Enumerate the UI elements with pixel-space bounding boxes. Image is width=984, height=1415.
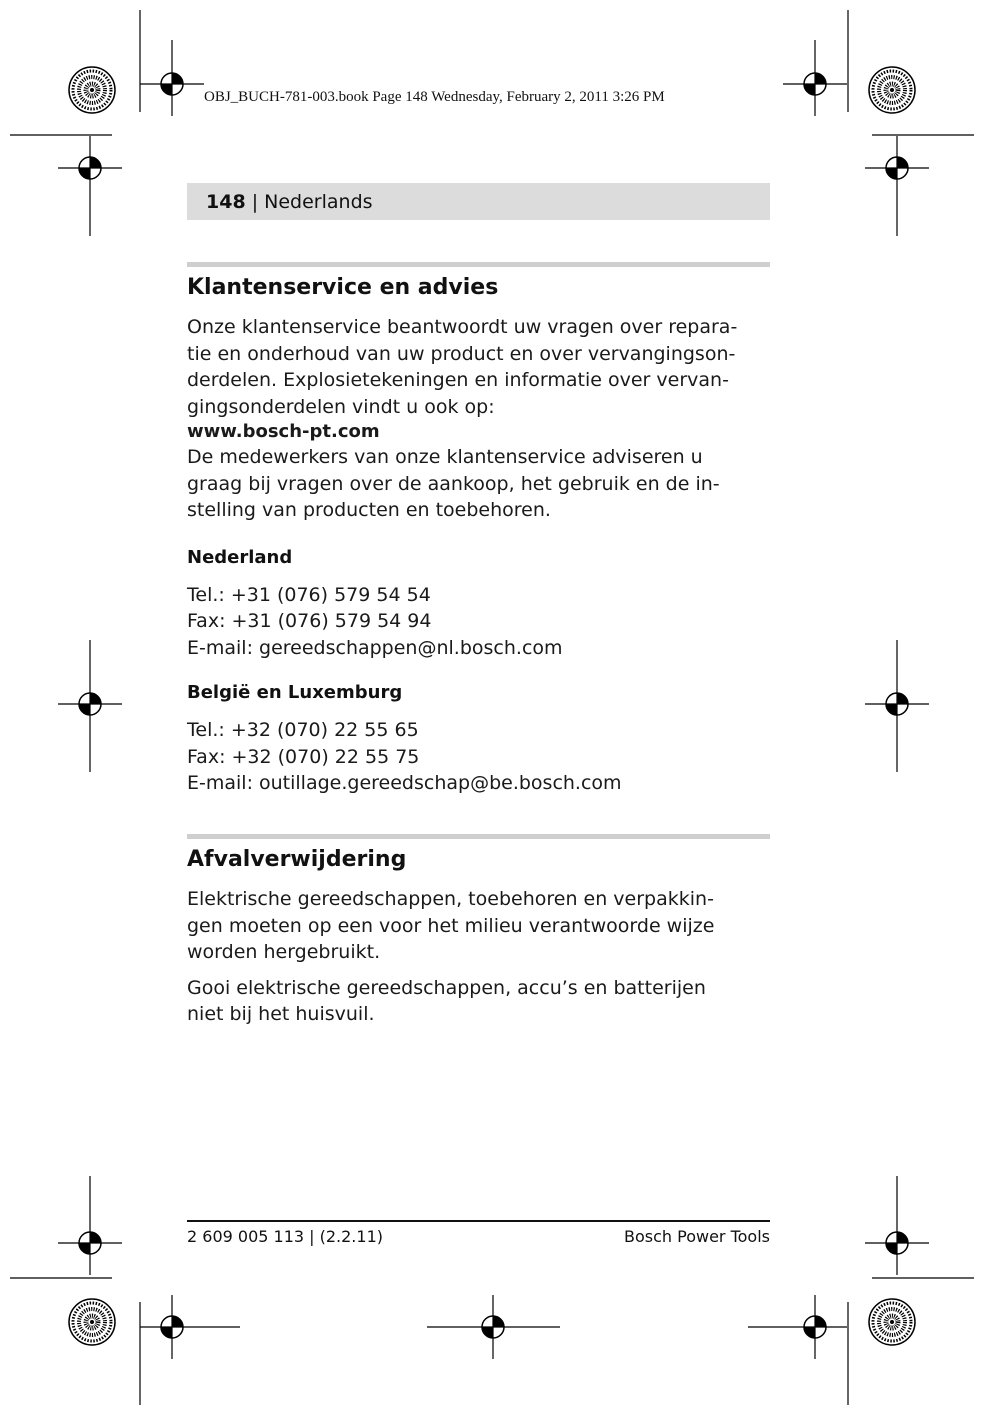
phone-nl: Tel.: +31 (076) 579 54 54 [187,583,431,606]
country-heading-nl: Nederland [187,546,293,568]
header-language: Nederlands [264,191,373,213]
disposal-paragraph [187,886,770,966]
disposal-note [187,975,770,1028]
section-title: Afvalverwijdering [187,847,407,872]
section-title: Klantenservice en advies [187,275,499,300]
page-header [187,183,770,220]
text-line: Onze klantenservice beantwoordt uw vragen over repara- [187,316,738,338]
country-heading-be: België en Luxemburg [187,682,403,703]
contact-block-nl [187,582,770,662]
section-rule [187,262,770,267]
section-customer-service [187,262,770,797]
text-line: stelling van producten en toebehoren. [187,499,551,521]
advice-paragraph [187,444,770,524]
section-rule [187,834,770,839]
text-line: worden hergebruikt. [187,941,381,963]
text-line: niet bij het huisvuil. [187,1003,375,1025]
page-number: 148 [206,191,246,213]
print-slug: OBJ_BUCH-781-003.book Page 148 Wednesday, February 2, 2011 3:26 PM [204,89,665,105]
intro-paragraph [187,314,770,420]
header-separator: | [245,191,265,213]
footer-doc-number: 2 609 005 113 | (2.2.11) [187,1227,383,1246]
email-be[interactable]: E-mail: outillage.gereedschap@be.bosch.com [187,772,622,794]
contact-block-be [187,717,770,797]
fax-be: Fax: +32 (070) 22 55 75 [187,745,420,768]
text-line: gingsonderdelen vindt u ook op: [187,395,495,418]
fax-nl: Fax: +31 (076) 579 54 94 [187,610,432,632]
email-nl[interactable]: E-mail: gereedschappen@nl.bosch.com [187,636,563,659]
footer-brand: Bosch Power Tools [624,1227,770,1246]
text-line: Elektrische gereedschappen, toebehoren en verpakkin- [187,888,714,910]
text-line: gen moeten op een voor het milieu verantwoorde wijze [187,914,715,937]
text-line: derdelen. Explosietekeningen en informatie over vervan- [187,369,729,391]
text-line: De medewerkers van onze klantenservice adviseren u [187,446,703,468]
text-line: tie en onderhoud van uw product en over vervangingson- [187,342,736,365]
section-disposal [187,834,770,1028]
text-line: Gooi elektrische gereedschappen, accu’s en batterijen [187,976,706,999]
text-line: graag bij vragen over de aankoop, het gebruik en de in- [187,472,720,495]
website-link[interactable]: www.bosch-pt.com [187,421,380,442]
footer-rule [187,1220,770,1222]
phone-be: Tel.: +32 (070) 22 55 65 [187,719,419,741]
